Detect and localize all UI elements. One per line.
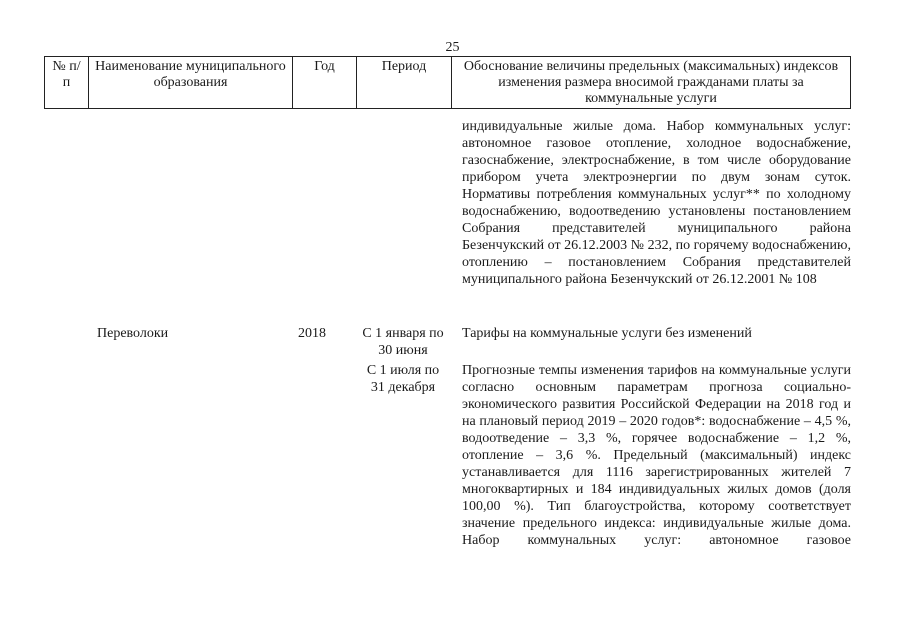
justification-second-half: Прогнозные темпы изменения тарифов на коммунальные услуги согласно основным параметрам прогноза социально-экономического развития Российской Федерации на 2018 год и на плановый период 2019 – 2020 годов*: водоснабжение – 4,5 %, водоотведение – 3,3 %, горячее водоснабжение – 1,2 %, отопление – 3,6 %. Предельный (максимальный) индекс устанавливается для 1116 зарегистрированных жителей 7 многоквартирных и 184 индивидуальных жилых домов (доля 100,00 %). Тип благоустройства, которому соответствует значение предельного индекса: индивидуальные жилые дома. Набор коммунальных услуг: автономное газовое bbox=[462, 363, 851, 548]
continued-justification-text: индивидуальные жилые дома. Набор коммунальных услуг: автономное газовое отопление, холодное водоснабжение, газоснабжение, электроснабжение, в том числе оборудование прибором учета электроэнергии по двум зонам суток. Нормативы потребления коммунальных услуг** по холодному водоснабжению, водоотведению установлены постановлением Собрания представителей муниципального района Безенчукский от 26.12.2003 № 232, по горячему водоснабжению, отоплению – постановлением Собрания представителей муниципального района Безенчукский от 26.12.2001 № 108 bbox=[462, 119, 851, 287]
table-header bbox=[44, 56, 851, 109]
header-col-num: № п/п bbox=[45, 57, 89, 109]
period-second-half: С 1 июля по 31 декабря bbox=[366, 363, 440, 395]
justification-first-half: Тарифы на коммунальные услуги без изменений bbox=[462, 326, 752, 341]
period-first-half: С 1 января по 30 июня bbox=[362, 326, 444, 358]
row-year: 2018 bbox=[298, 326, 326, 341]
page-number: 25 bbox=[445, 40, 460, 55]
header-col-year: Год bbox=[293, 57, 357, 109]
header-col-justification: Обоснование величины предельных (максимальных) индексов изменения размера вносимой гражданами платы за коммунальные услуги bbox=[452, 57, 851, 109]
header-col-period: Период bbox=[357, 57, 452, 109]
header-col-name: Наименование муниципального образования bbox=[89, 57, 293, 109]
municipality-name: Переволоки bbox=[97, 326, 169, 341]
